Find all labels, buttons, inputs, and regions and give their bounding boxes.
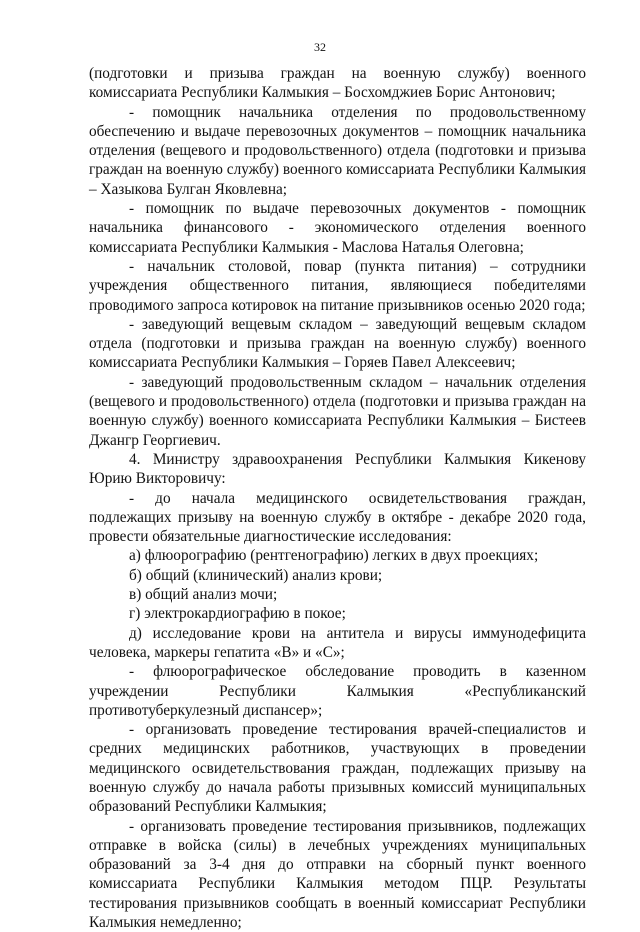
paragraph: - организовать проведение тестирования врачей-специалистов и средних медицинских работников, участвующих в проведении медицинского освидетельствования граждан, подлежащих призыву на военную службу до начала работы призывных комиссий муниципальных образований Республики Калмыкия;	[89, 721, 586, 816]
list-item: а) флюорографию (рентгенографию) легких в двух проекциях;	[129, 547, 539, 565]
paragraph: - до начала медицинского освидетельствования граждан, подлежащих призыву на военную службу в октябре - декабре 2020 года, провести обязательные диагностические исследования:	[89, 489, 586, 546]
list-item: г) электрокардиографию в покое;	[129, 605, 346, 623]
paragraph: - организовать проведение тестирования призывников, подлежащих отправке в войска (силы) в лечебных учреждениях муниципальных образований за 3-4 дня до отправки на сборный пункт военного комиссариата Республики Калмыкия методом ПЦР. Результаты тестирования призывников сообщать в военный комиссариат Республики Калмыкия немедленно;	[89, 817, 586, 932]
paragraph: 4. Министру здравоохранения Республики Калмыкия Кикенову Юрию Викторовичу:	[89, 450, 586, 488]
paragraph: - заведующий вещевым складом – заведующий вещевым складом отдела (подготовки и призыва граждан на военную службу) военного комиссариата Республики Калмыкия – Горяев Павел Алексеевич;	[89, 315, 586, 372]
paragraph: - флюорографическое обследование проводить в казенном учреждении Республики Калмыкия «Республиканский противотуберкулезный диспансер»;	[89, 663, 586, 719]
list-item: д) исследование крови на антитела и вирусы иммунодефицита человека, маркеры гепатита «В» и «С»;	[89, 624, 586, 661]
list-item: б) общий (клинический) анализ крови;	[129, 566, 383, 584]
document-body	[89, 64, 586, 932]
paragraph: - помощник начальника отделения по продовольственному обеспечению и выдаче перевозочных документов – помощник начальника отделения (вещевого и продовольственного) отдела (подготовки и призыва граждан на военную службу) военного комиссариата Республики Калмыкия – Хазыкова Булган Яковлевна;	[89, 103, 586, 198]
paragraph: - начальник столовой, повар (пункта питания) – сотрудники учреждения общественного питания, являющиеся победителями проводимого запроса котировок на питание призывников осенью 2020 года;	[89, 257, 586, 314]
paragraph: (подготовки и призыва граждан на военную службу) военного комиссариата Республики Калмыкия – Босхомджиев Борис Антонович;	[89, 65, 586, 102]
list-item: в) общий анализ мочи;	[129, 586, 278, 604]
paragraph: - помощник по выдаче перевозочных документов - помощник начальника финансового - экономического отделения военного комиссариата Республики Калмыкия - Маслова Наталья Олеговна;	[89, 200, 586, 256]
page-number: 32	[314, 40, 326, 54]
paragraph: - заведующий продовольственным складом – начальник отделения (вещевого и продовольственного) отдела (подготовки и призыва граждан на военную службу) военного комиссариата Республики Калмыкия – Бистеев Джангр Георгиевич.	[89, 373, 586, 449]
